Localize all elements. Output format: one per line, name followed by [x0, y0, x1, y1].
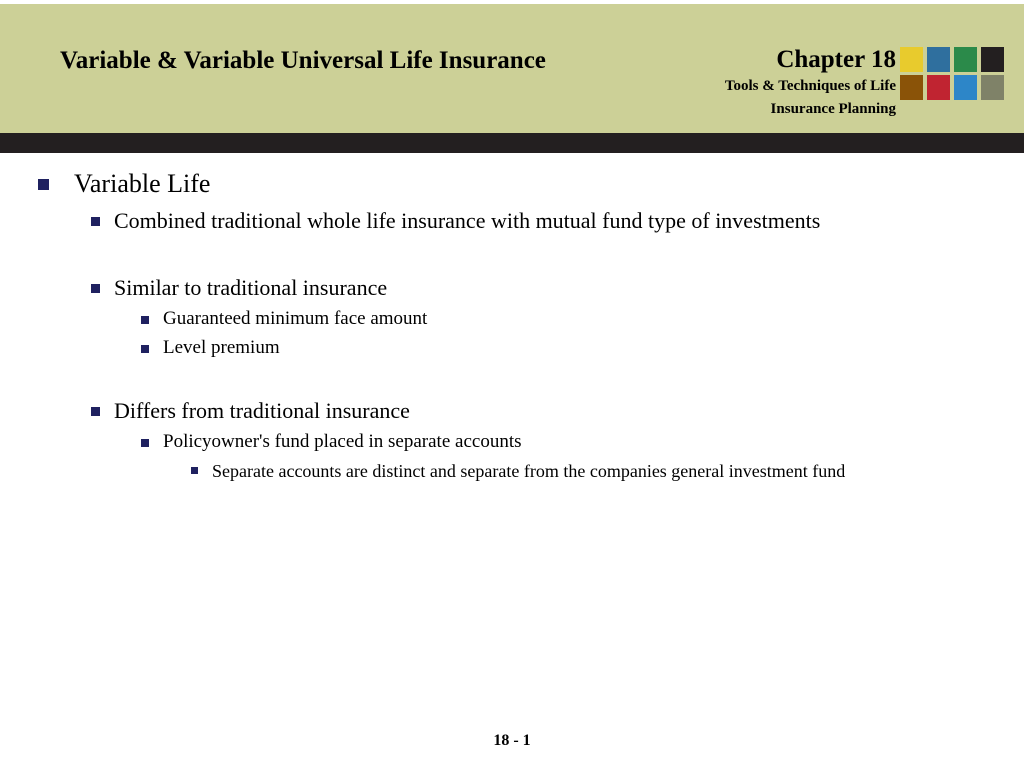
bullet-group-spacer [0, 364, 1024, 396]
swatch-green [954, 47, 977, 72]
bullet-text: Similar to traditional insurance [114, 275, 388, 300]
swatch-red [927, 75, 950, 100]
color-swatch-grid [900, 47, 1008, 100]
bullet-text: Policyowner's fund placed in separate accounts [163, 431, 522, 452]
swatch-brown [900, 75, 923, 100]
chapter-subtitle-line-2: Insurance Planning [770, 101, 896, 117]
chapter-block [476, 46, 896, 120]
bullet-text: Differs from traditional insurance [114, 398, 410, 423]
square-bullet-icon [91, 284, 100, 293]
bullet-item-level-2 [0, 396, 1024, 425]
header-divider-bar [0, 133, 1024, 153]
square-bullet-icon [141, 316, 149, 324]
bullet-text: Variable Life [74, 169, 211, 198]
bullet-text: Combined traditional whole life insurance with mutual fund type of investments [114, 208, 821, 233]
square-bullet-icon [91, 217, 100, 226]
square-bullet-icon [191, 467, 198, 474]
slide-body [0, 168, 1024, 487]
swatch-yellow [900, 47, 923, 72]
bullet-text: Level premium [163, 337, 280, 358]
footer-page-number: 18 - 1 [493, 732, 531, 749]
square-bullet-icon [91, 407, 100, 416]
square-bullet-icon [38, 179, 49, 190]
square-bullet-icon [141, 439, 149, 447]
bullet-item-level-3 [0, 306, 1024, 332]
page-title: Variable & Variable Universal Life Insurance [60, 47, 546, 74]
square-bullet-icon [141, 345, 149, 353]
bullet-item-level-3 [0, 335, 1024, 361]
bullet-item-level-2 [0, 206, 1024, 235]
chapter-number: Chapter 18 [776, 46, 896, 73]
chapter-subtitle-line-1: Tools & Techniques of Life [724, 78, 896, 94]
bullet-text: Separate accounts are distinct and separate from the companies general investment fund [212, 461, 846, 481]
swatch-blue [954, 75, 977, 100]
swatch-near-black [981, 47, 1004, 72]
bullet-text: Guaranteed minimum face amount [163, 308, 428, 329]
bullet-item-level-2 [0, 273, 1024, 302]
bullet-item-level-3 [0, 429, 1024, 455]
swatch-steel-blue [927, 47, 950, 72]
bullet-item-level-1 [0, 168, 1024, 200]
bullet-group-spacer [0, 239, 1024, 273]
bullet-item-level-4 [0, 458, 1024, 485]
swatch-olive-gray [981, 75, 1004, 100]
